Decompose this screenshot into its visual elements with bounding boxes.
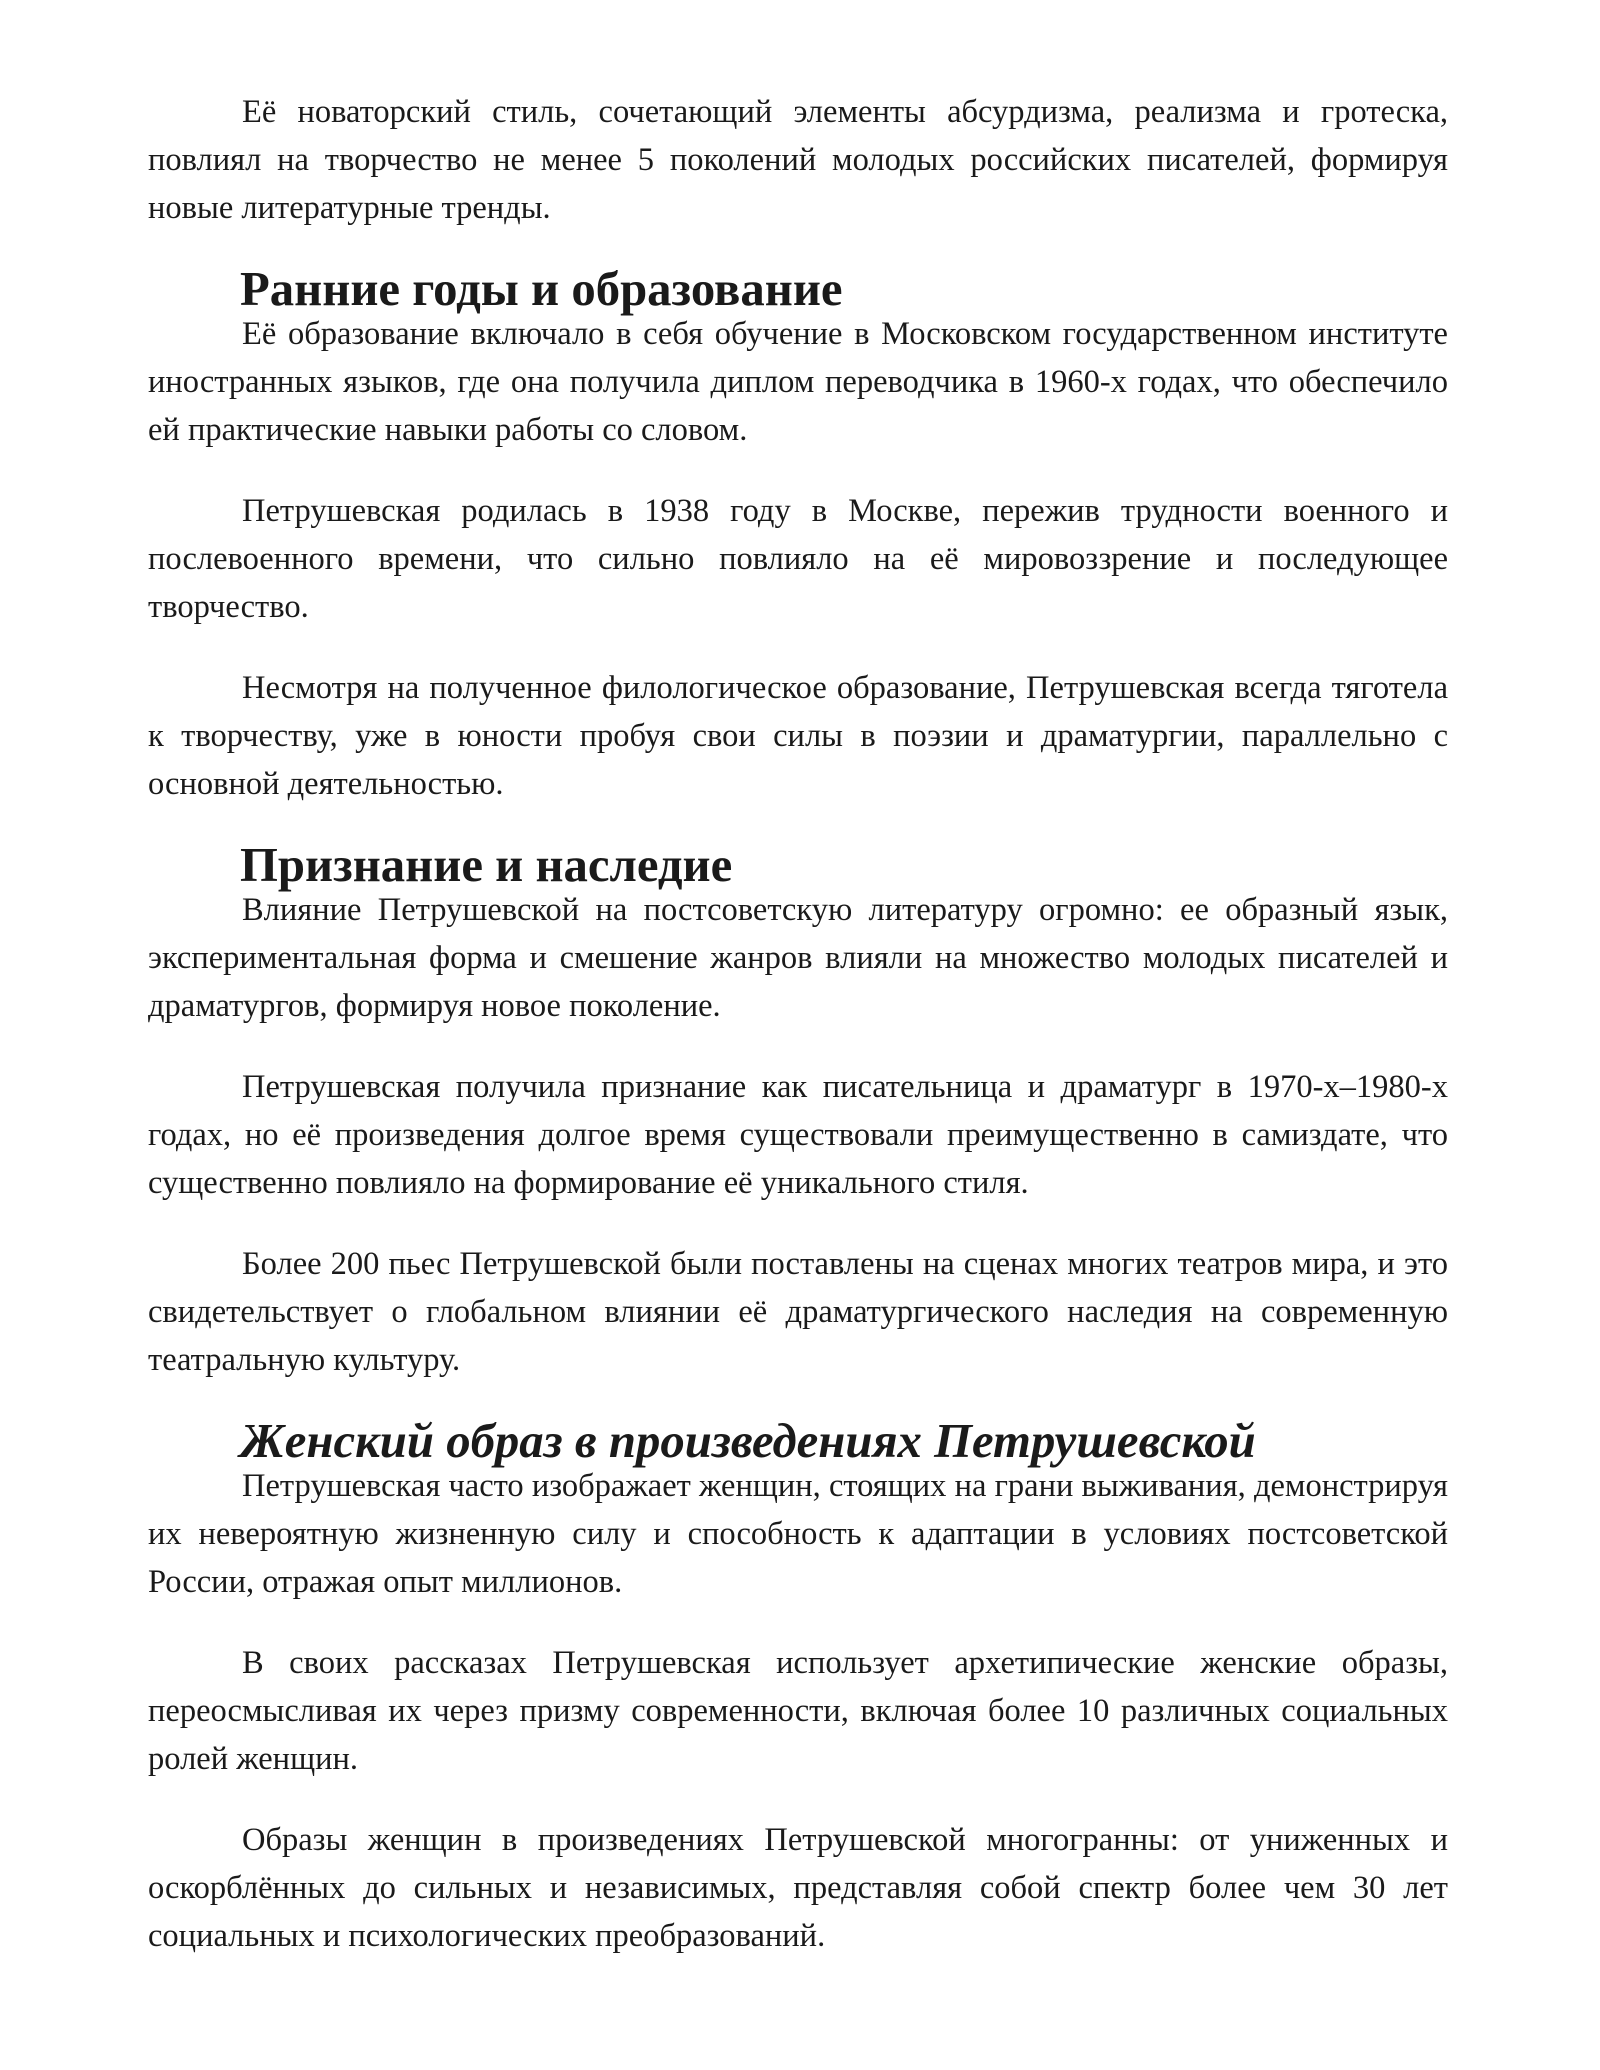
heading-early-years: Ранние годы и образование bbox=[240, 262, 843, 316]
paragraph-education: Её образование включало в себя обучение в Московском государственном институте иностранных языков, где она получила диплом переводчика в 1960-х годах, что обеспечило ей практические навыки работы со словом. bbox=[148, 316, 1448, 448]
document-page bbox=[148, 88, 1448, 1960]
paragraph-plays: Более 200 пьес Петрушевской были поставлены на сценах многих театров мира, и это свидетельствует о глобальном влиянии её драматургического наследия на современную театральную культуру. bbox=[148, 1246, 1448, 1378]
paragraph-recognition: Петрушевская получила признание как писательница и драматург в 1970-х–1980-х годах, но её произведения долгое время существовали преимущественно в самиздате, что существенно повлияло на формирование её уникального стиля. bbox=[148, 1069, 1448, 1201]
heading-female-image: Женский образ в произведениях Петрушевской bbox=[240, 1414, 1256, 1468]
paragraph-style: Её новаторский стиль, сочетающий элементы абсурдизма, реализма и гротеска, повлиял на творчество не менее 5 поколений молодых российских писателей, формируя новые литературные тренды. bbox=[148, 94, 1448, 226]
heading-recognition: Признание и наследие bbox=[240, 838, 733, 892]
paragraph-creativity: Несмотря на полученное филологическое образование, Петрушевская всегда тяготела к творчеству, уже в юности пробуя свои силы в поэзии и драматургии, параллельно с основной деятельностью. bbox=[148, 670, 1448, 802]
paragraph-women-survival: Петрушевская часто изображает женщин, стоящих на грани выживания, демонстрируя их невероятную жизненную силу и способность к адаптации в условиях постсоветской России, отражая опыт миллионов. bbox=[148, 1468, 1448, 1600]
paragraph-influence: Влияние Петрушевской на постсоветскую литературу огромно: ее образный язык, экспериментальная форма и смешение жанров влияли на множество молодых писателей и драматургов, формируя новое поколение. bbox=[148, 892, 1448, 1024]
paragraph-images-of-women: Образы женщин в произведениях Петрушевской многогранны: от униженных и оскорблённых до сильных и независимых, представляя собой спектр более чем 30 лет социальных и психологических преобразований. bbox=[148, 1822, 1448, 1954]
paragraph-birth: Петрушевская родилась в 1938 году в Москве, пережив трудности военного и послевоенного времени, что сильно повлияло на её мировоззрение и последующее творчество. bbox=[148, 493, 1448, 625]
paragraph-archetypes: В своих рассказах Петрушевская использует архетипические женские образы, переосмысливая их через призму современности, включая более 10 различных социальных ролей женщин. bbox=[148, 1645, 1448, 1777]
